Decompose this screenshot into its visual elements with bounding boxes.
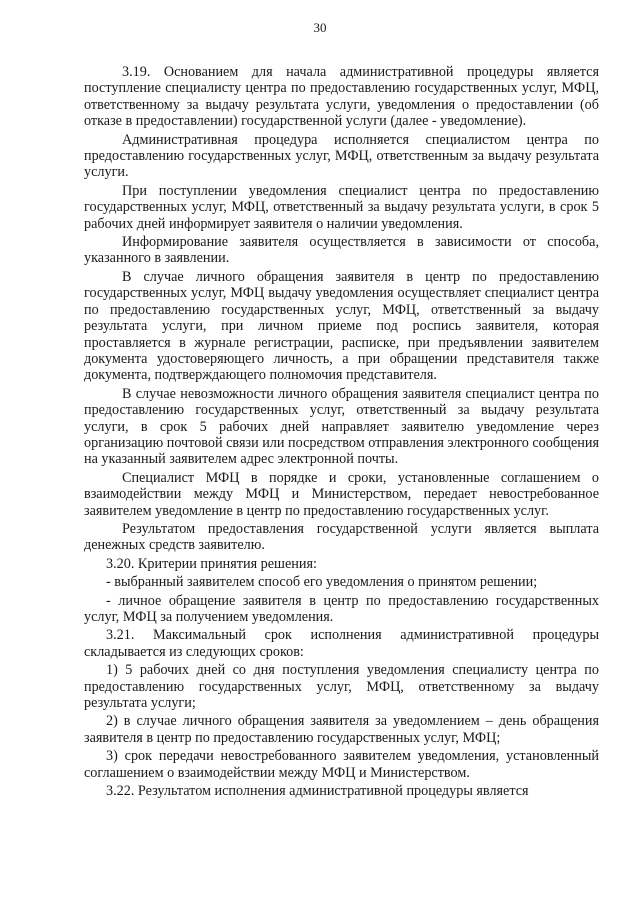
list-item: 1) 5 рабочих дней со дня поступления уведомления специалисту центра по предоставлению государственных услуг, МФЦ, ответственному за выдачу результата услуги; <box>84 662 599 712</box>
paragraph-3-19: 3.19. Основанием для начала административной процедуры является поступление специалисту центра по предоставлению государственных услуг, МФЦ, ответственному за выдачу результата услуги, уведомления о предоставлении (об отказе в предоставлении) государственной услуги (далее - уведомление). <box>84 64 599 130</box>
list-item: - выбранный заявителем способ его уведомления о принятом решении; <box>106 574 538 591</box>
paragraph-3-20: 3.20. Критерии принятия решения: <box>106 555 317 572</box>
list-item: 2) в случае личного обращения заявителя за уведомлением – день обращения заявителя в центр по предоставлению государственных услуг, МФЦ; <box>84 713 599 746</box>
paragraph: В случае личного обращения заявителя в центр по предоставлению государственных услуг, МФЦ выдачу уведомления осуществляет специалист центра по предоставлению государственных услуг, МФЦ, ответственный за выдачу результата услуги, при личном приеме под роспись заявителя, которая проставляется в журнале регистрации, расписке, при предъявлении заявителем документа удостоверяющего личность, а при обращении представителя также документа, подтверждающего полномочия представителя. <box>84 268 599 384</box>
paragraph: Административная процедура исполняется специалистом центра по предоставлению государственных услуг, МФЦ, ответственным за выдачу результата услуги. <box>84 131 599 181</box>
paragraph: При поступлении уведомления специалист центра по предоставлению государственных услуг, МФЦ, ответственный за выдачу результата услуги, в срок 5 рабочих дней информирует заявителя о наличии уведомления. <box>84 182 599 232</box>
page-number: 30 <box>313 20 327 35</box>
list-item: 3) срок передачи невостребованного заявителем уведомления, установленный соглашением о взаимодействии между МФЦ и Министерством. <box>84 748 599 781</box>
paragraph-3-22: 3.22. Результатом исполнения административной процедуры является <box>106 783 529 800</box>
paragraph: В случае невозможности личного обращения заявителя специалист центра по предоставлению государственных услуг, ответственный за выдачу результата услуги, в срок 5 рабочих дней направляет заявителю уведомление через организацию почтовой связи или посредством отправления электронного сообщения на указанный заявителем адрес электронной почты. <box>84 385 599 468</box>
paragraph-3-21: 3.21. Максимальный срок исполнения административной процедуры складывается из следующих сроков: <box>84 627 599 660</box>
paragraph: Информирование заявителя осуществляется в зависимости от способа, указанного в заявлении. <box>84 234 599 267</box>
list-item: - личное обращение заявителя в центр по предоставлению государственных услуг, МФЦ за получением уведомления. <box>84 592 599 625</box>
paragraph: Результатом предоставления государственной услуги является выплата денежных средств заявителю. <box>84 520 599 554</box>
paragraph: Специалист МФЦ в порядке и сроки, установленные соглашением о взаимодействии между МФЦ и Министерством, передает невостребованное заявителем уведомление в центр по предоставлению государственных услуг. <box>84 469 599 519</box>
document-body <box>84 64 599 801</box>
